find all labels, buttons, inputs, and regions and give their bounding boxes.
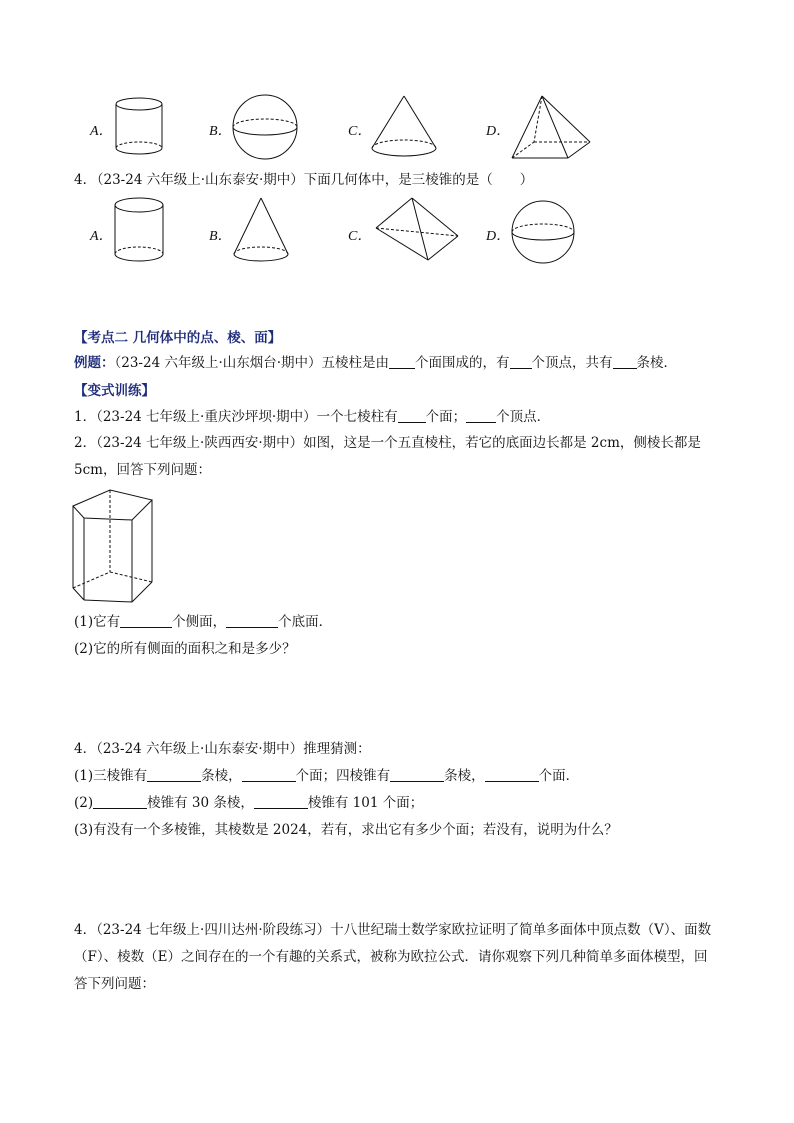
- cone-figure: [230, 196, 294, 266]
- option-c-label: C．: [348, 124, 372, 139]
- answer-blank[interactable]: [254, 794, 308, 809]
- sphere-figure: [508, 200, 580, 266]
- sub-question-1: (1)三棱锥有 条棱， 个面；四棱锥有 条棱， 个面．: [74, 768, 580, 784]
- sub-question-2: (2) 棱锥有 30 条棱， 棱锥有 101 个面；: [74, 795, 424, 811]
- question-text-cont: 答下列问题：: [74, 976, 155, 992]
- cone-figure: [368, 94, 440, 162]
- option-d-label: D．: [486, 124, 511, 139]
- answer-blank[interactable]: [120, 613, 172, 628]
- answer-blank[interactable]: [242, 767, 296, 782]
- example-label: 例题：: [74, 355, 115, 371]
- answer-blank[interactable]: [390, 767, 444, 782]
- answer-blank[interactable]: [147, 767, 201, 782]
- option-d-label: D．: [486, 229, 511, 244]
- example-line: 例题：（23-24 六年级上·山东烟台·期中）五棱柱是由 个面围成的，有 个顶点，共有 条棱．: [74, 355, 678, 371]
- answer-blank[interactable]: [398, 408, 426, 423]
- answer-blank[interactable]: [466, 408, 496, 423]
- option-b-label: B．: [209, 229, 232, 244]
- question-number: 4．: [74, 172, 97, 188]
- question-text: （23-24 七年级上·陕西西安·期中）如图，这是一个五直棱柱，若它的底面边长都是 2cm，侧棱长都是: [96, 435, 701, 451]
- question-number: 4．: [74, 922, 97, 938]
- answer-blank[interactable]: [485, 767, 539, 782]
- square-pyramid-figure: [508, 94, 594, 162]
- question-number: 4．: [74, 741, 97, 757]
- answer-blank[interactable]: [93, 794, 147, 809]
- cylinder-figure: [112, 96, 168, 160]
- answer-blank[interactable]: [226, 613, 278, 628]
- option-a-label: A．: [90, 229, 113, 244]
- sub-question-2: (2)它的所有侧面的面积之和是多少？: [74, 641, 296, 657]
- question-1: 1．（23-24 七年级上·重庆沙坪坝·期中）一个七棱柱有 个面； 个顶点．: [74, 409, 551, 425]
- sub-question-3: (3)有没有一个多棱锥，其棱数是 2024，若有，求出它有多少个面；若没有，说明为什么？: [74, 822, 618, 838]
- question-number: 2．: [74, 435, 97, 451]
- answer-blank[interactable]: [510, 354, 532, 369]
- option-b-label: B．: [209, 124, 232, 139]
- question-text-cont: 5cm，回答下列问题：: [74, 462, 211, 478]
- answer-blank[interactable]: [389, 354, 415, 369]
- option-a-label: A．: [90, 124, 113, 139]
- question-text: （23-24 六年级上·山东泰安·期中）推理猜测：: [96, 741, 371, 757]
- triangular-pyramid-figure: [372, 196, 464, 266]
- answer-blank[interactable]: [613, 354, 637, 369]
- section-heading: 【考点二 几何体中的点、棱、面】: [74, 330, 282, 346]
- sub-question-1: (1)它有 个侧面， 个底面．: [74, 614, 333, 630]
- practice-heading: 【变式训练】: [74, 383, 155, 399]
- question-text-cont: （F）、棱数（E）之间存在的一个有趣的关系式，被称为欧拉公式．请你观察下列几种简单多面体模型，回: [74, 949, 708, 965]
- question-text: （23-24 六年级上·山东泰安·期中）下面几何体中，是三棱锥的是（ ）: [90, 172, 534, 188]
- option-c-label: C．: [348, 229, 372, 244]
- sphere-figure: [230, 95, 302, 161]
- question-text: （23-24 七年级上·四川达州·阶段练习）十八世纪瑞士数学家欧拉证明了简单多面体中顶点数（V）、面数: [96, 922, 712, 938]
- question-number: 1．: [74, 409, 97, 425]
- cylinder-figure: [112, 196, 168, 266]
- pentagonal-prism-figure: [70, 488, 160, 606]
